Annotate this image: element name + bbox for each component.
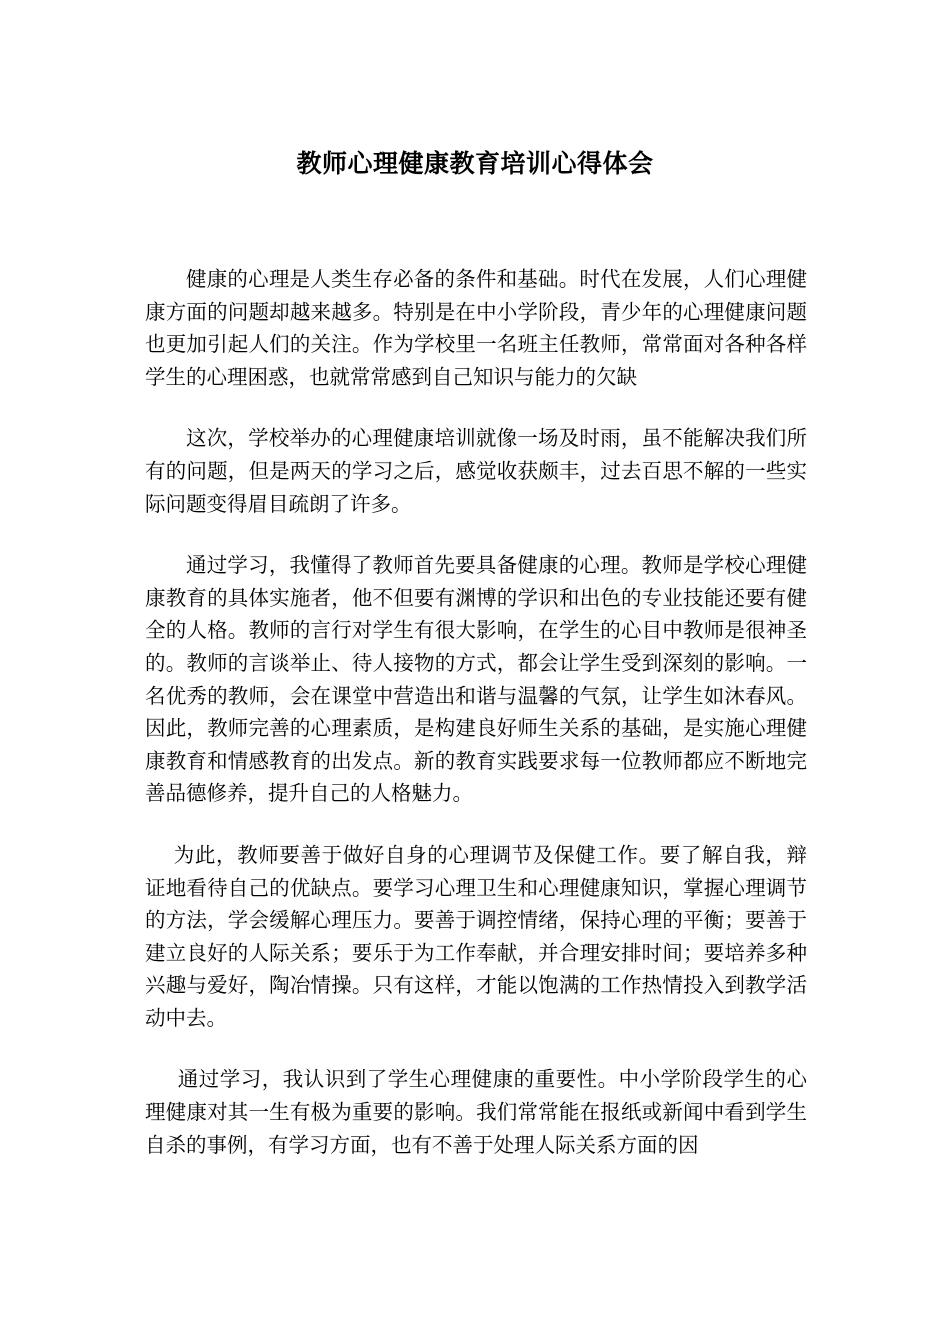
paragraph-3: 通过学习，我懂得了教师首先要具备健康的心理。教师是学校心理健康教育的具体实施者，他不但要有渊博的学识和出色的专业技能还要有健全的人格。教师的言行对学生有很大影响，在学生的心目中教师是很神圣的。教师的言谈举止、待人接物的方式，都会让学生受到深刻的影响。一名优秀的教师，会在课堂中营造出和谐与温馨的气氛，让学生如沐春风。因此，教师完善的心理素质，是构建良好师生关系的基础，是实施心理健康教育和情感教育的出发点。新的教育实践要求每一位教师都应不断地完善品德修养，提升自己的人格魅力。 xyxy=(145,553,807,806)
paragraph-4: 为此，教师要善于做好自身的心理调节及保健工作。要了解自我，辩证地看待自己的优缺点。要学习心理卫生和心理健康知识，掌握心理调节的方法，学会缓解心理压力。要善于调控情绪，保持心理的平衡；要善于建立良好的人际关系；要乐于为工作奉献，并合理安排时间；要培养多种兴趣与爱好，陶冶情操。只有这样，才能以饱满的工作热情投入到教学活动中去。 xyxy=(145,842,807,1030)
paragraph-1: 健康的心理是人类生存必备的条件和基础。时代在发展，人们心理健康方面的问题却越来越多。特别是在中小学阶段，青少年的心理健康问题也更加引起人们的关注。作为学校里一名班主任教师，常常面对各种各样学生的心理困惑，也就常常感到自己知识与能力的欠缺 xyxy=(145,267,807,389)
document-body xyxy=(145,263,807,1190)
document-title: 教师心理健康教育培训心得体会 xyxy=(296,149,654,178)
paragraph-2: 这次，学校举办的心理健康培训就像一场及时雨，虽不能解决我们所有的问题，但是两天的学习之后，感觉收获颇丰，过去百思不解的一些实际问题变得眉目疏朗了许多。 xyxy=(145,426,807,516)
paragraph-5: 通过学习，我认识到了学生心理健康的重要性。中小学阶段学生的心理健康对其一生有极为重要的影响。我们常常能在报纸或新闻中看到学生自杀的事例，有学习方面，也有不善于处理人际关系方面的因 xyxy=(145,1067,807,1157)
